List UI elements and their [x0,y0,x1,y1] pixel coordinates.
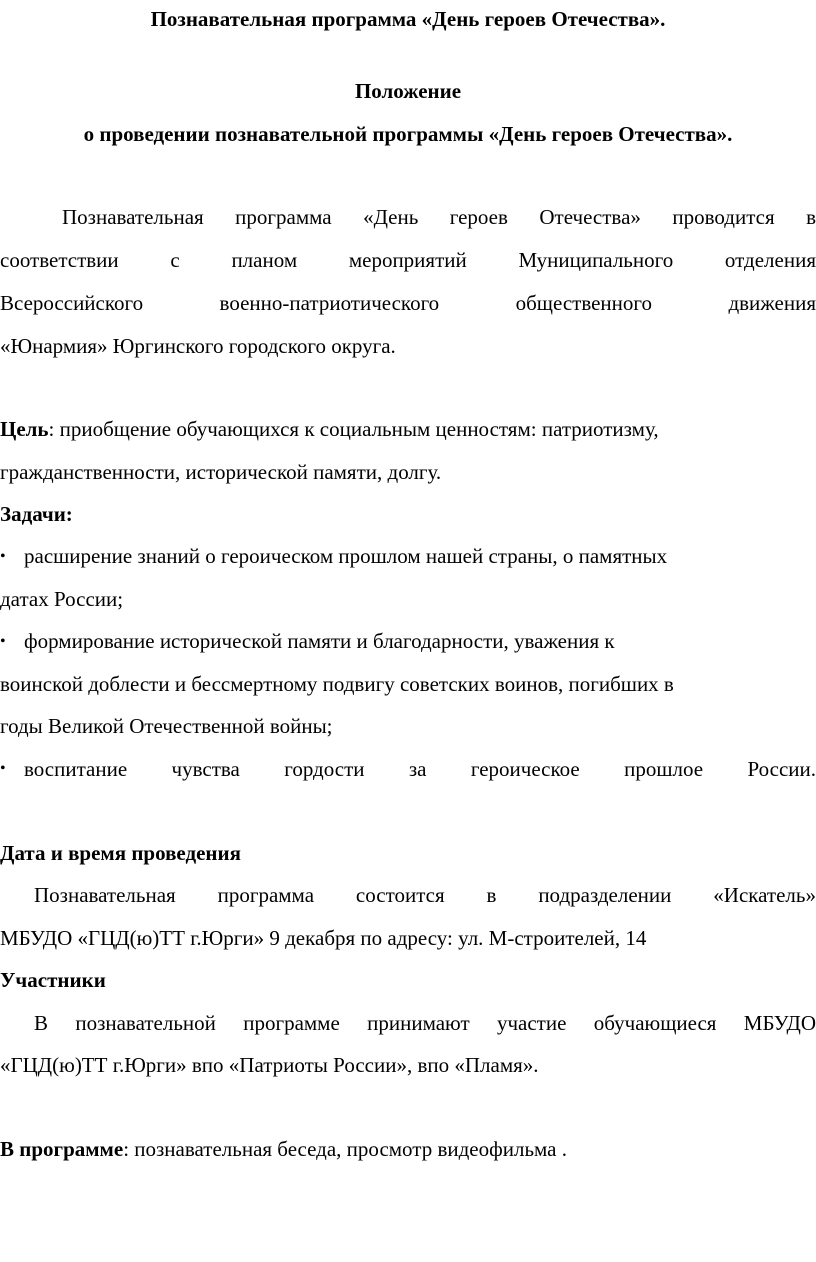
heading-polozhenie: Положение [354,79,462,103]
participants-label: Участники [0,968,106,992]
participants-line-1: В познавательной программе принимают участие обучающиеся МБУДО [34,1011,816,1035]
intro-line-2: соответствии с планом мероприятий Муниципального отделения [0,248,816,272]
task-item-3 [0,756,816,782]
intro-line-3: Всероссийского военно-патриотического общественного движения [0,291,816,315]
task-item-1-line-2: датах России; [0,587,124,611]
goal-paragraph-line-1 [0,416,816,442]
program-label: В программе [0,1137,124,1161]
task-item-2-line-3: годы Великой Отечественной войны; [0,714,333,738]
task-item-2-line-2: воинской доблести и бессмертному подвигу советских воинов, погибших в [0,672,674,696]
task-item-2 [0,628,816,655]
document-title: Познавательная программа «День героев Отечества». [150,7,666,31]
bullet-icon: • [0,548,6,565]
goal-text-1: : приобщение обучающихся к социальным ценностям: патриотизму, [48,417,659,441]
program-paragraph [0,1136,816,1162]
heading-subtitle: о проведении познавательной программы «День героев Отечества». [83,122,733,146]
bullet-icon: • [0,633,6,650]
date-line-2: МБУДО «ГЦД(ю)ТТ г.Юрги» 9 декабря по адресу: ул. М-строителей, 14 [0,926,647,950]
task-item-1 [0,543,816,570]
participants-line-2: «ГЦД(ю)ТТ г.Юрги» впо «Патриоты России», впо «Пламя». [0,1053,539,1077]
tasks-label: Задачи: [0,502,73,526]
goal-text-2: гражданственности, исторической памяти, долгу. [0,460,442,484]
goal-label: Цель [0,417,49,441]
date-line-1: Познавательная программа состоится в подразделении «Искатель» [34,883,816,907]
date-label: Дата и время проведения [0,841,241,865]
bullet-icon: • [0,760,6,777]
intro-line-4: «Юнармия» Юргинского городского округа. [0,334,396,358]
task-item-1-line-1: расширение знаний о героическом прошлом нашей страны, о памятных [24,544,668,568]
task-item-3-line-1: воспитание чувства гордости за героическое прошлое России. [24,757,816,781]
intro-line-1: Познавательная программа «День героев Отечества» проводится в [62,205,816,229]
task-item-2-line-1: формирование исторической памяти и благодарности, уважения к [24,629,615,653]
program-text: : познавательная беседа, просмотр видеофильма . [123,1137,567,1161]
